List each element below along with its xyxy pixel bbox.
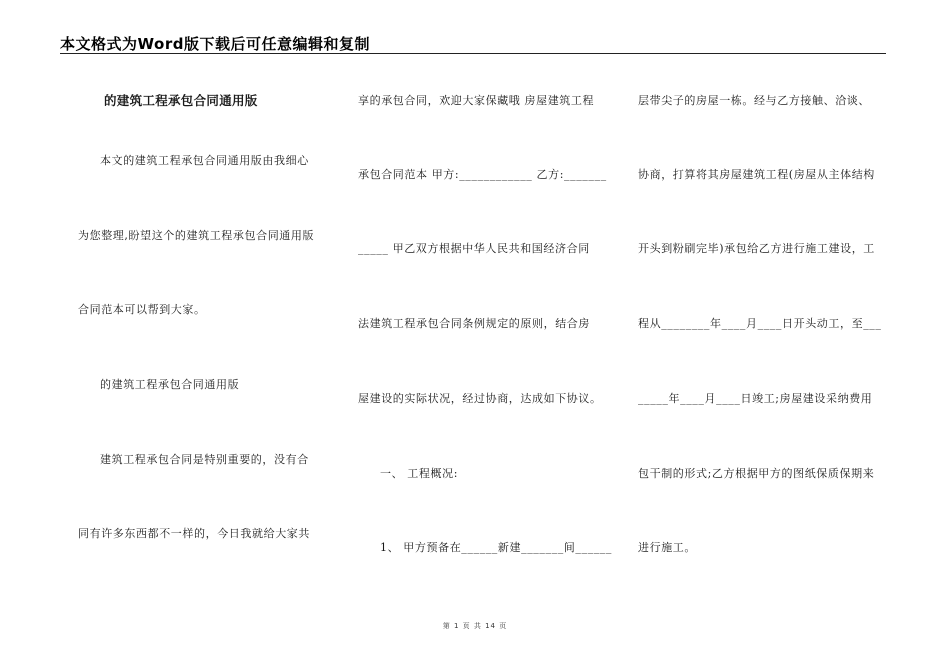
document-header-title: 本文格式为Word版下载后可任意编辑和复制 [60,35,370,53]
paragraph-line: 合同范本可以帮到大家。 [78,303,206,316]
text-column-3 [638,90,888,590]
paragraph-line: 包干制的形式;乙方根据甲方的图纸保质保期来 [638,467,875,480]
text-column-2 [358,90,613,590]
page-number-footer: 第 1 页 共 14 页 [442,622,508,630]
paragraph-line: 为您整理,盼望这个的建筑工程承包合同通用版 [78,229,315,242]
paragraph-line: _____ 甲乙双方根据中华人民共和国经济合同 [358,242,590,255]
paragraph-line: 的建筑工程承包合同通用版 [100,378,240,391]
paragraph-line: 协商，打算将其房屋建筑工程(房屋从主体结构 [638,168,875,181]
paragraph-line: 开头到粉刷完毕)承包给乙方进行施工建设，工 [638,242,875,255]
paragraph-line: 建筑工程承包合同是特别重要的，没有合 [100,453,309,466]
paragraph-line: 法建筑工程承包合同条例规定的原则，结合房 [358,317,590,330]
paragraph-line: _____年____月____日竣工;房屋建设采纳费用 [638,392,873,405]
paragraph-line: 同有许多东西都不一样的，今日我就给大家共 [78,527,310,540]
text-column-1 [78,90,328,590]
paragraph-line: 进行施工。 [638,541,696,554]
paragraph-line: 本文的建筑工程承包合同通用版由我细心 [100,154,309,167]
paragraph-line: 层带尖子的房屋一栋。经与乙方接触、洽谈、 [638,94,870,107]
paragraph-line: 程从________年____月____日开头动工，至___ [638,317,882,330]
paragraph-line: 1、 甲方预备在______新建_______间______ [380,541,612,554]
header-divider [60,53,886,54]
paragraph-line: 享的承包合同，欢迎大家保藏哦 房屋建筑工程 [358,94,595,107]
section-heading: 一、 工程概况: [380,467,459,480]
paragraph-line: 承包合同范本 甲方:____________ 乙方:_______ [358,168,607,181]
paragraph-line: 屋建设的实际状况，经过协商，达成如下协议。 [358,392,602,405]
section-title: 的建筑工程承包合同通用版 [104,93,258,108]
